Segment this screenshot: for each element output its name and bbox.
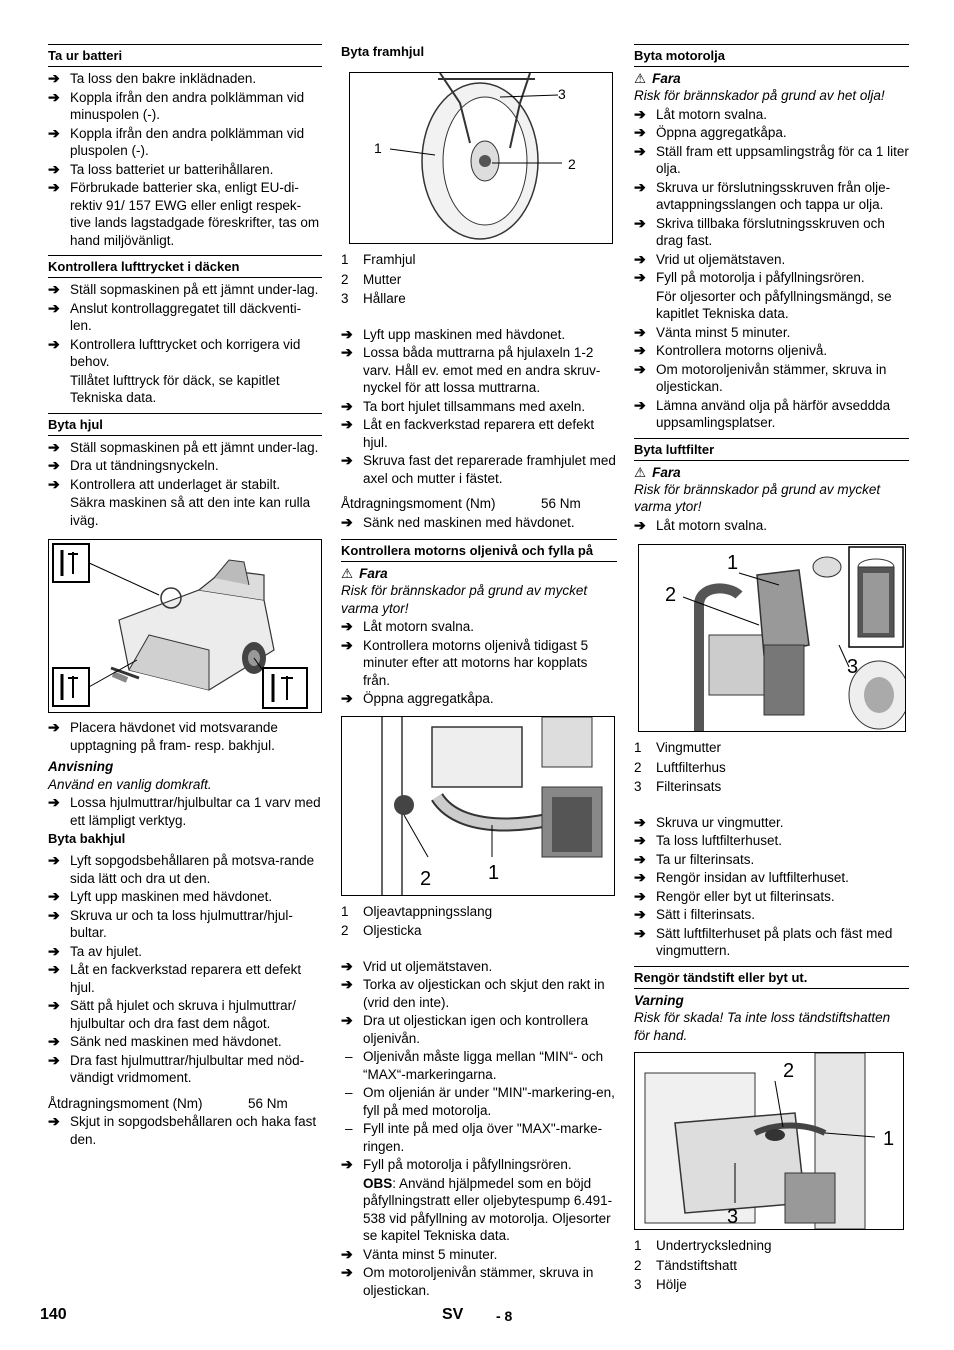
list-item: ➔ Lyft sopgodsbehållaren på motsva-rande sida lätt och dra ut den.: [48, 852, 315, 886]
arrow-icon: ➔: [48, 457, 60, 473]
arrow-icon: ➔: [48, 438, 60, 455]
list-check-oil-3: [341, 1156, 617, 1174]
arrow-icon: ➔: [634, 142, 646, 159]
fig4-label-3: 3: [727, 1206, 739, 1228]
figure-sweeper-jack-points: [48, 539, 322, 713]
warning-triangle-icon: ⚠: [634, 71, 647, 86]
figure-air-filter: [638, 544, 906, 732]
arrow-icon: ➔: [48, 794, 60, 810]
fig1-label-2: 2: [568, 156, 576, 172]
list-item: – Oljenivån måste ligga mellan “MIN“- och “MAX“-markeringarna.: [345, 1049, 604, 1082]
figure-front-wheel: [349, 72, 613, 244]
obs-text: : Använd hjälpmedel som en böjd påfyllningstratt eller oljebytespump 6.491-538 vid påfyllning av motorolja. Oljesorter se kapitel Tekniska data.: [363, 1175, 613, 1243]
arrow-icon: ➔: [341, 636, 353, 653]
caption-oil-dipstick: [341, 902, 617, 941]
arrow-icon: ➔: [48, 888, 60, 904]
list-item: ➔ Sänk ned maskinen med hävdonet.: [341, 513, 575, 530]
arrow-icon: ➔: [48, 961, 60, 977]
list-item: – Fyll inte på med olja över "MAX"-marke-ringen.: [345, 1121, 603, 1154]
figure-oil-dipstick: [341, 716, 615, 896]
warning-triangle-icon: ⚠: [634, 464, 647, 480]
fig3-label-3: 3: [847, 656, 859, 678]
list-loosen-nuts: [48, 794, 322, 829]
list-check-oil-dashes: [341, 1048, 617, 1155]
list-item: ➔ Sätt på hjulet och skruva i hjulmuttrar/ hjulbultar och dra fast dem något.: [48, 997, 296, 1031]
warning-label: Fara: [359, 566, 388, 581]
list-place-jack: [48, 719, 322, 754]
arrow-icon: ➔: [48, 942, 60, 959]
arrow-icon: ➔: [634, 214, 646, 231]
arrow-icon: ➔: [341, 1264, 353, 1280]
list-item: ➔ Kontrollera att underlaget är stabilt.: [48, 475, 281, 492]
arrow-icon: ➔: [341, 976, 353, 992]
list-item: ➔ Skriva tillbaka förslutningsskruven och drag fast.: [634, 214, 885, 248]
list-item: ➔ Vänta minst 5 minuter.: [341, 1245, 498, 1262]
list-item: ➔ Placera hävdonet vid motsvarande upptagning på fram- resp. bakhjul.: [48, 719, 278, 753]
arrow-icon: ➔: [341, 513, 353, 530]
torque-value: 56 Nm: [541, 496, 581, 511]
warning-text: Risk för brännskador på grund av mycket varma ytor!: [341, 583, 588, 616]
list-check-oil: [341, 618, 617, 708]
fig4-label-1: 1: [883, 1128, 895, 1150]
list-change-oil: [634, 106, 909, 287]
list-item: ➔ Ta loss den bakre inklädnaden.: [48, 70, 257, 86]
list-item: ➔ Lämna använd olja på härför avseddda uppsamlingsplatser.: [634, 396, 891, 430]
caption-item: 3 Filterinsats: [634, 779, 722, 794]
arrow-icon: ➔: [48, 281, 60, 297]
section-title-change-wheel: Byta hjul: [48, 413, 322, 436]
list-item: ➔ Vänta minst 5 minuter.: [634, 323, 791, 340]
arrow-icon: ➔: [341, 397, 353, 414]
fig1-label-3: 3: [558, 86, 566, 102]
list-item: ➔ Om motoroljenivån stämmer, skruva in oljestickan.: [634, 360, 887, 394]
list-air-filter-2: [634, 814, 909, 960]
list-rear-wheel: [48, 852, 322, 1087]
arrow-icon: ➔: [341, 1245, 353, 1262]
caption-air-filter: [634, 738, 909, 797]
list-item: ➔ Ta loss luftfilterhuset.: [634, 832, 783, 848]
section-title-front-wheel: Byta framhjul: [341, 44, 425, 59]
list-item: ➔ Skruva ur förslutningsskruven från olje-avtappningsslangen och tappa ur olja.: [634, 178, 891, 212]
list-item: ➔ Låt motorn svalna.: [341, 618, 475, 634]
jack-point-icon-bottom-left: [53, 668, 89, 706]
list-item: ➔ Skruva ur vingmutter.: [634, 813, 784, 830]
list-item: ➔ Koppla ifrån den andra polklämman vid minuspolen (-).: [48, 88, 305, 122]
list-item: ➔ Torka av oljestickan och skjut den rakt in (vrid den inte).: [341, 976, 605, 1010]
section-title-rear-wheel: Byta bakhjul: [48, 831, 126, 846]
section-title-spark-plug: Rengör tändstift eller byt ut.: [634, 966, 909, 989]
arrow-icon: ➔: [48, 997, 60, 1013]
list-item: ➔ Fyll på motorolja i påfyllningsrören.: [341, 1156, 572, 1172]
list-item: ➔ Lyft upp maskinen med hävdonet.: [341, 325, 566, 342]
caption-front-wheel: [341, 250, 617, 309]
arrow-icon: ➔: [48, 299, 60, 316]
arrow-icon: ➔: [48, 1051, 60, 1068]
list-item: ➔ Öppna aggregatkåpa.: [634, 124, 787, 140]
caption-spark-plug: [634, 1236, 909, 1295]
warning-triangle-icon: ⚠: [341, 566, 354, 581]
fig2-label-1: 1: [488, 861, 500, 884]
list-item: ➔ Ta av hjulet.: [48, 942, 143, 959]
arrow-icon: ➔: [634, 813, 646, 830]
list-front-wheel-end: [341, 514, 617, 532]
note-oil-types: För oljesorter och påfyllningsmängd, se kapitlet Tekniska data.: [656, 288, 892, 321]
list-item: ➔ Skjut in sopgodsbehållaren och haka fast den.: [48, 1113, 317, 1147]
list-item: ➔ Öppna aggregatkåpa.: [341, 690, 494, 706]
arrow-icon: ➔: [634, 869, 646, 885]
arrow-icon: ➔: [48, 70, 60, 86]
arrow-icon: ➔: [341, 690, 353, 706]
list-item: ➔ Lossa båda muttrarna på hjulaxeln 1-2 varv. Håll ev. emot med en andra skruv-nyckel för att lossa muttrarna.: [341, 344, 601, 395]
note-tire-pressure: Tillåtet lufttryck för däck, se kapitlet Tekniska data.: [70, 372, 280, 405]
torque-front-wheel: [341, 495, 617, 513]
arrow-icon: ➔: [634, 124, 646, 140]
arrow-icon: ➔: [634, 832, 646, 848]
arrow-icon: ➔: [634, 105, 646, 122]
list-item: ➔ Låt motorn svalna.: [634, 516, 768, 533]
list-item: ➔ Sätt i filterinsats.: [634, 906, 756, 922]
fig1-label-1: 1: [374, 140, 382, 156]
torque-rear-wheel: [48, 1095, 322, 1113]
arrow-icon: ➔: [634, 924, 646, 941]
caption-item: 1 Undertrycksledning: [634, 1238, 772, 1253]
list-item: ➔ Ställ sopmaskinen på ett jämnt under-lag.: [48, 438, 319, 455]
list-remove-battery: [48, 70, 322, 249]
sub-page-number: - 8: [496, 1308, 513, 1324]
list-tire-pressure: [48, 281, 322, 371]
list-item: ➔ Sänk ned maskinen med hävdonet.: [48, 1033, 282, 1049]
list-item: ➔ Skruva fast det reparerade framhjulet med axel och mutter i fästet.: [341, 452, 616, 486]
arrow-icon: ➔: [634, 342, 646, 358]
arrow-icon: ➔: [634, 269, 646, 285]
torque-value: 56 Nm: [248, 1095, 288, 1111]
caption-item: 2 Luftfilterhus: [634, 759, 726, 775]
note-obs: [341, 1175, 617, 1245]
caption-item: 3 Hållare: [341, 291, 406, 306]
list-item: ➔ Dra ut tändningsnyckeln.: [48, 457, 219, 473]
list-item: ➔ Låt en fackverkstad reparera ett defekt hjul.: [48, 961, 302, 995]
list-item: ➔ Ställ sopmaskinen på ett jämnt under-lag.: [48, 281, 319, 297]
arrow-icon: ➔: [341, 416, 353, 432]
section-title-remove-battery: Ta ur batteri: [48, 44, 322, 67]
arrow-icon: ➔: [634, 850, 646, 867]
note-text-jack: Använd en vanlig domkraft.: [48, 776, 212, 792]
list-item: ➔ Kontrollera motorns oljenivå tidigast 5 minuter efter att motorns har kopplats från.: [341, 636, 589, 688]
caption-item: 1 Framhjul: [341, 252, 416, 267]
page-number: 140: [40, 1306, 67, 1323]
column-2: [341, 40, 617, 1300]
note-heading-instruction: Anvisning: [48, 759, 114, 774]
section-title-check-oil: Kontrollera motorns oljenivå och fylla på: [341, 539, 617, 562]
list-air-filter: [634, 517, 909, 535]
caption-item: 3 Hölje: [634, 1277, 687, 1292]
note-change-wheel: Säkra maskinen så att den inte kan rulla iväg.: [70, 495, 311, 528]
caption-item: 1 Oljeavtappningsslang: [341, 903, 493, 919]
torque-label: Åtdragningsmoment (Nm): [341, 496, 496, 511]
caption-item: 2 Oljesticka: [341, 923, 422, 938]
list-item: ➔ Låt en fackverkstad reparera ett defekt hjul.: [341, 416, 595, 450]
front-wheel-illustration: [350, 73, 612, 243]
arrow-icon: ➔: [341, 1012, 353, 1028]
column-1: [48, 40, 322, 1149]
arrow-icon: ➔: [634, 396, 646, 413]
sweeper-illustration: [49, 540, 313, 712]
list-check-oil-2: [341, 958, 617, 1048]
list-rear-wheel-end: [48, 1113, 322, 1148]
arrow-icon: ➔: [634, 906, 646, 922]
warning-danger: [634, 464, 909, 481]
arrow-icon: ➔: [634, 178, 646, 195]
fig4-label-2: 2: [783, 1060, 795, 1082]
list-item: ➔ Rengör insidan av luftfilterhuset.: [634, 869, 849, 885]
caption-item: 1 Vingmutter: [634, 740, 722, 755]
list-item: ➔ Kontrollera lufttrycket och korrigera vid behov.: [48, 335, 301, 369]
list-item: ➔ Dra fast hjulmuttrar/hjulbultar med nöd-vändigt vridmoment.: [48, 1051, 305, 1085]
arrow-icon: ➔: [634, 323, 646, 340]
arrow-icon: ➔: [48, 1113, 60, 1129]
list-item: ➔ Vrid ut oljemätstaven.: [634, 250, 786, 267]
arrow-icon: ➔: [634, 516, 646, 533]
list-item: ➔ Låt motorn svalna.: [634, 105, 768, 122]
arrow-icon: ➔: [48, 906, 60, 923]
arrow-icon: ➔: [341, 344, 353, 360]
air-filter-illustration: [639, 545, 905, 731]
arrow-icon: ➔: [48, 88, 60, 105]
warning-label: Fara: [652, 464, 681, 480]
list-item: ➔ Om motoroljenivån stämmer, skruva in oljestickan.: [341, 1264, 594, 1298]
fig3-label-1: 1: [727, 552, 739, 574]
list-item: ➔ Ta bort hjulet tillsammans med axeln.: [341, 397, 586, 414]
jack-point-icon-bottom-right: [263, 668, 307, 708]
fig3-label-2: 2: [665, 584, 677, 606]
arrow-icon: ➔: [48, 179, 60, 195]
warning-label: Fara: [652, 71, 681, 86]
list-front-wheel: [341, 326, 617, 488]
warning-text: Risk för skada! Ta inte loss tändstiftshatten för hand.: [634, 1010, 891, 1043]
list-item: ➔ Sätt luftfilterhuset på plats och fäst med vingmuttern.: [634, 924, 893, 958]
torque-label: Åtdragningsmoment (Nm): [48, 1095, 203, 1111]
arrow-icon: ➔: [48, 719, 60, 735]
arrow-icon: ➔: [48, 852, 60, 868]
list-item: ➔ Koppla ifrån den andra polklämman vid pluspolen (-).: [48, 124, 305, 158]
section-title-change-oil: Byta motorolja: [634, 44, 909, 67]
list-change-wheel: [48, 439, 322, 494]
language-code: SV: [442, 1306, 464, 1323]
arrow-icon: ➔: [634, 250, 646, 267]
caption-item: 2 Tändstiftshatt: [634, 1257, 738, 1273]
list-item: ➔ Fyll på motorolja i påfyllningsrören.: [634, 269, 865, 285]
arrow-icon: ➔: [48, 124, 60, 141]
list-item: ➔ Dra ut oljestickan igen och kontrollera oljenivån.: [341, 1012, 589, 1046]
arrow-icon: ➔: [341, 618, 353, 634]
arrow-icon: ➔: [634, 887, 646, 904]
list-item: – Om oljenián är under "MIN"-markering-en, fyll på med motorolja.: [345, 1085, 615, 1118]
warning-text: Risk för brännskador på grund av mycket varma ytor!: [634, 481, 881, 514]
section-title-air-filter: Byta luftfilter: [634, 438, 909, 461]
arrow-icon: ➔: [48, 475, 60, 492]
oil-dipstick-illustration: [342, 717, 614, 895]
arrow-icon: ➔: [341, 1156, 353, 1172]
spark-plug-illustration: [635, 1053, 903, 1229]
arrow-icon: ➔: [341, 957, 353, 974]
arrow-icon: ➔: [341, 325, 353, 342]
arrow-icon: ➔: [48, 335, 60, 352]
warning-label-varning: Varning: [634, 992, 684, 1008]
list-item: ➔ Vrid ut oljemätstaven.: [341, 957, 493, 974]
list-item: ➔ Ta loss batteriet ur batterihållaren.: [48, 160, 274, 177]
caption-item: 2 Mutter: [341, 271, 402, 287]
warning-text: Risk för brännskador på grund av het olja!: [634, 88, 885, 103]
list-item: ➔ Ställ fram ett uppsamlingstråg för ca 1 liter olja.: [634, 142, 909, 176]
arrow-icon: ➔: [341, 452, 353, 468]
list-item: ➔ Anslut kontrollaggregatet till däckventi-len.: [48, 299, 302, 333]
fig2-label-2: 2: [420, 867, 432, 890]
warning-danger: [341, 565, 617, 582]
warning-danger: [634, 70, 909, 87]
arrow-icon: ➔: [48, 160, 60, 177]
jack-point-icon-top: [53, 544, 89, 582]
list-item: ➔ Lyft upp maskinen med hävdonet.: [48, 888, 273, 904]
obs-label: OBS: [363, 1175, 393, 1191]
list-item: ➔ Lossa hjulmuttrar/hjulbultar ca 1 varv med ett lämpligt verktyg.: [48, 794, 321, 828]
list-change-oil-2: [634, 324, 909, 432]
arrow-icon: ➔: [634, 360, 646, 377]
column-3: [634, 40, 909, 1295]
arrow-icon: ➔: [48, 1033, 60, 1049]
figure-spark-plug: [634, 1052, 904, 1230]
section-title-tire-pressure: Kontrollera lufttrycket i däcken: [48, 255, 322, 278]
list-item: ➔ Förbrukade batterier ska, enligt EU-di-rektiv 91/ 157 EWG eller enligt respek-tive lands lagstadgade föreskrifter, tas om hand miljövänligt.: [48, 179, 320, 248]
list-item: ➔ Rengör eller byt ut filterinsats.: [634, 887, 835, 904]
list-item: ➔ Skruva ur och ta loss hjulmuttrar/hjul-bultar.: [48, 906, 293, 940]
list-item: ➔ Kontrollera motorns oljenivå.: [634, 342, 828, 358]
list-check-oil-4: [341, 1246, 617, 1300]
list-item: ➔ Ta ur filterinsats.: [634, 850, 755, 867]
